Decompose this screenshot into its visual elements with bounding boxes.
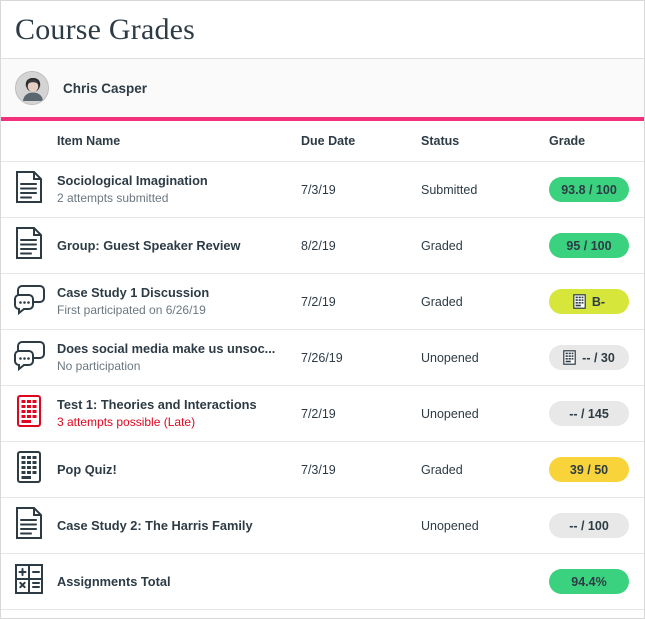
- cell-grade: [549, 554, 645, 610]
- grade-pill[interactable]: [549, 177, 629, 202]
- cell-grade: [549, 218, 645, 274]
- grade-value: -- / 30: [582, 350, 615, 365]
- table-row[interactable]: [1, 218, 645, 274]
- cell-status: Graded: [421, 274, 549, 330]
- table-row[interactable]: [1, 498, 645, 554]
- cell-item-name[interactable]: [57, 162, 301, 218]
- column-header-icon: [1, 121, 57, 162]
- cell-item-icon: [1, 498, 57, 554]
- table-row[interactable]: [1, 330, 645, 386]
- table-row[interactable]: [1, 554, 645, 610]
- item-subtext: 3 attempts possible (Late): [57, 414, 196, 429]
- column-header-due-date: Due Date: [301, 121, 421, 162]
- cell-grade: [549, 162, 645, 218]
- cell-status: Submitted: [421, 162, 549, 218]
- cell-item-name[interactable]: [57, 386, 301, 442]
- cell-due-date: 7/3/19: [301, 162, 421, 218]
- quiz-icon: [15, 450, 43, 484]
- student-bar: [1, 59, 644, 121]
- cell-due-date: 7/2/19: [301, 386, 421, 442]
- table-row[interactable]: [1, 442, 645, 498]
- cell-item-icon: [1, 274, 57, 330]
- item-name-link[interactable]: Test 1: Theories and Interactions: [57, 396, 257, 412]
- cell-status: Unopened: [421, 386, 549, 442]
- item-subtext: First participated on 6/26/19: [57, 302, 206, 317]
- grade-value: 39 / 50: [569, 462, 609, 477]
- item-name-link[interactable]: Does social media make us unsoc...: [57, 340, 276, 356]
- cell-item-icon: [1, 218, 57, 274]
- cell-grade: [549, 442, 645, 498]
- cell-status: Graded: [421, 218, 549, 274]
- table-row[interactable]: [1, 274, 645, 330]
- grade-value: B-: [591, 294, 606, 309]
- cell-item-name[interactable]: [57, 330, 301, 386]
- document-icon: [14, 226, 44, 260]
- grade-pill[interactable]: [549, 289, 629, 314]
- cell-grade: [549, 386, 645, 442]
- grade-pill[interactable]: [549, 513, 629, 538]
- item-subtext: 2 attempts submitted: [57, 190, 169, 205]
- calculator-icon: [14, 563, 44, 595]
- column-header-grade: Grade: [549, 121, 645, 162]
- cell-item-icon: [1, 554, 57, 610]
- item-name-link[interactable]: Sociological Imagination: [57, 172, 208, 188]
- table-header-row: [1, 121, 645, 162]
- page-header: [1, 1, 644, 59]
- cell-due-date: [301, 554, 421, 610]
- item-name-link[interactable]: Case Study 2: The Harris Family: [57, 517, 253, 533]
- rubric-icon: [563, 350, 576, 365]
- column-header-status: Status: [421, 121, 549, 162]
- cell-item-name[interactable]: [57, 274, 301, 330]
- cell-status: Unopened: [421, 498, 549, 554]
- item-name-link[interactable]: Case Study 1 Discussion: [57, 284, 210, 300]
- grade-pill[interactable]: [549, 345, 629, 370]
- document-icon: [14, 506, 44, 540]
- rubric-icon: [573, 294, 586, 309]
- cell-grade: [549, 330, 645, 386]
- cell-item-name[interactable]: [57, 554, 301, 610]
- cell-grade: [549, 274, 645, 330]
- grade-pill[interactable]: [549, 457, 629, 482]
- quiz-icon-red: [15, 394, 43, 428]
- cell-due-date: 7/2/19: [301, 274, 421, 330]
- discussion-icon: [12, 339, 46, 371]
- cell-item-icon: [1, 442, 57, 498]
- grade-value: 93.8 / 100: [561, 182, 617, 197]
- item-subtext: No participation: [57, 358, 141, 373]
- grade-value: -- / 100: [569, 518, 609, 533]
- item-name-link[interactable]: Assignments Total: [57, 573, 171, 589]
- cell-item-icon: [1, 330, 57, 386]
- cell-due-date: [301, 498, 421, 554]
- cell-status: Unopened: [421, 330, 549, 386]
- grade-value: -- / 145: [569, 406, 609, 421]
- cell-item-name[interactable]: [57, 498, 301, 554]
- student-name: Chris Casper: [63, 80, 148, 96]
- grade-pill[interactable]: [549, 233, 629, 258]
- cell-due-date: 8/2/19: [301, 218, 421, 274]
- cell-item-icon: [1, 162, 57, 218]
- cell-item-name[interactable]: [57, 442, 301, 498]
- cell-grade: [549, 498, 645, 554]
- grade-value: 94.4%: [571, 574, 607, 589]
- page-title: Course Grades: [15, 13, 196, 46]
- grade-pill[interactable]: [549, 569, 629, 594]
- cell-status: [421, 554, 549, 610]
- item-name-link[interactable]: Group: Guest Speaker Review: [57, 237, 241, 253]
- discussion-icon: [12, 283, 46, 315]
- document-icon: [14, 170, 44, 204]
- table-row[interactable]: [1, 162, 645, 218]
- table-row[interactable]: [1, 386, 645, 442]
- column-header-item-name: Item Name: [57, 121, 301, 162]
- grade-pill[interactable]: [549, 401, 629, 426]
- grade-value: 95 / 100: [566, 238, 612, 253]
- cell-item-icon: [1, 386, 57, 442]
- cell-due-date: 7/26/19: [301, 330, 421, 386]
- cell-status: Graded: [421, 442, 549, 498]
- avatar: [15, 71, 49, 105]
- cell-due-date: 7/3/19: [301, 442, 421, 498]
- item-name-link[interactable]: Pop Quiz!: [57, 461, 117, 477]
- cell-item-name[interactable]: [57, 218, 301, 274]
- grades-table: [1, 121, 645, 610]
